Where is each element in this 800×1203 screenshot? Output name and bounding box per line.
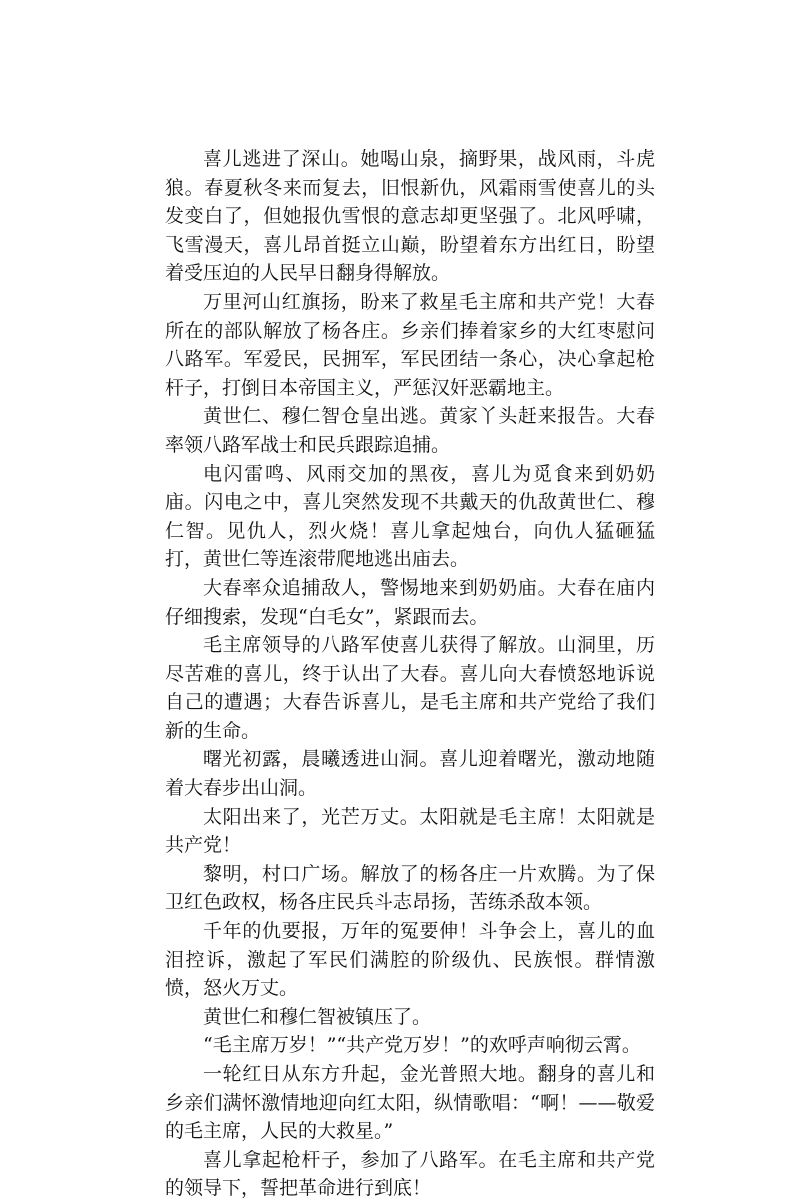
paragraph-14: 喜儿拿起枪杆子，参加了八路军。在毛主席和共产党的领导下，誓把革命进行到底！ <box>165 1148 655 1200</box>
paragraph-11: 黄世仁和穆仁智被镇压了。 <box>203 1005 432 1028</box>
paragraph-8: 太阳出来了，光芒万丈。太阳就是毛主席！太阳就是共产党！ <box>165 805 655 857</box>
paragraph-13: 一轮红日从东方升起，金光普照大地。翻身的喜儿和乡亲们满怀激情地迎向红太阳，纵情歌唱：“啊！——敬爱的毛主席，人民的大救星。” <box>165 1063 655 1143</box>
paragraph-5: 大春率众追捕敌人，警惕地来到奶奶庙。大春在庙内仔细搜索，发现“白毛女”，紧跟而去。 <box>165 576 655 628</box>
paragraph-3: 黄世仁、穆仁智仓皇出逃。黄家丫头赶来报告。大春率领八路军战士和民兵跟踪追捕。 <box>165 405 655 456</box>
paragraph-7: 曙光初露，晨曦透进山洞。喜儿迎着曙光，激动地随着大春步出山洞。 <box>165 748 655 800</box>
paragraph-1: 喜儿逃进了深山。她喝山泉，摘野果，战风雨，斗虎狼。春夏秋冬来而复去，旧恨新仇，风霜雨雪使喜儿的头发变白了，但她报仇雪恨的意志却更坚强了。北风呼啸，飞雪漫天，喜儿昂首挺立山巅，盼望着东方出红日，盼望着受压迫的人民早日翻身得解放。 <box>165 148 655 285</box>
paragraph-12: “毛主席万岁！”“共产党万岁！”的欢呼声响彻云霄。 <box>203 1034 641 1057</box>
paragraph-6: 毛主席领导的八路军使喜儿获得了解放。山洞里，历尽苦难的喜儿，终于认出了大春。喜儿向大春愤怒地诉说自己的遭遇；大春告诉喜儿，是毛主席和共产党给了我们新的生命。 <box>165 634 655 742</box>
paragraph-4: 电闪雷鸣、风雨交加的黑夜，喜儿为觅食来到奶奶庙。闪电之中，喜儿突然发现不共戴天的仇敌黄世仁、穆仁智。见仇人，烈火烧！喜儿拿起烛台，向仇人猛砸猛打，黄世仁等连滚带爬地逃出庙去。 <box>165 462 655 571</box>
paragraph-2: 万里河山红旗扬，盼来了救星毛主席和共产党！大春所在的部队解放了杨各庄。乡亲们捧着家乡的大红枣慰问八路军。军爱民，民拥军，军民团结一条心，决心拿起枪杆子，打倒日本帝国主义，严惩汉奸恶霸地主。 <box>165 290 655 399</box>
body-text <box>165 145 655 1203</box>
paragraph-9: 黎明，村口广场。解放了的杨各庄一片欢腾。为了保卫红色政权，杨各庄民兵斗志昂扬，苦练杀敌本领。 <box>165 862 655 914</box>
paragraph-10: 千年的仇要报，万年的冤要伸！斗争会上，喜儿的血泪控诉，激起了军民们满腔的阶级仇、民族恨。群情激愤，怒火万丈。 <box>165 920 655 1000</box>
